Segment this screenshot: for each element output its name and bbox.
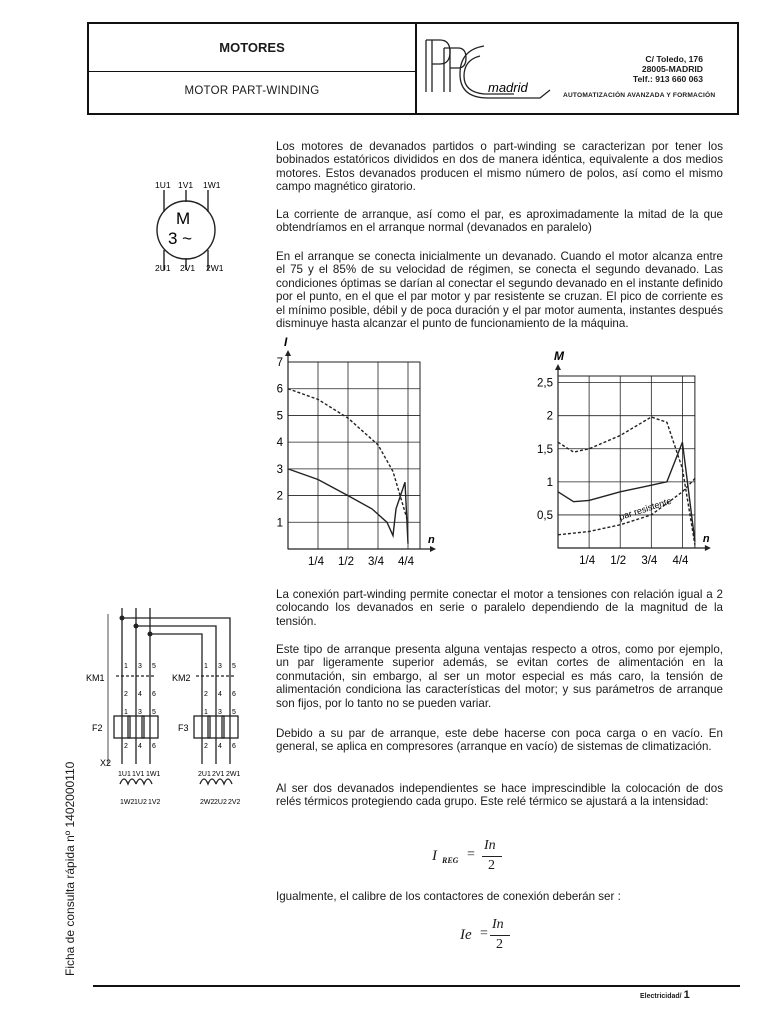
motor-terminal-2w1: 2W1 [206, 263, 224, 273]
x-tick-label: 3/4 [368, 556, 384, 568]
y-tick-label: 5 [276, 410, 283, 423]
y-tick-label: 2,5 [537, 377, 553, 390]
header-divider [415, 24, 417, 113]
f3-contact-1: 1 [204, 709, 208, 716]
x-axis-label: n [428, 534, 435, 546]
paragraph-intro: Los motores de devanados partidos o part-winding se caracterizan por tener los bobinados estatóricos divididos en dos de manera idéntica, equivalente a dos medios motores. Estos devanados producen el mismo número de polos, así como el mismo campo magnético giratorio. [276, 140, 723, 194]
motor-phase: 3 ~ [168, 229, 193, 248]
formula-ireg-lhs: I [432, 848, 437, 864]
phone-line: Telf.: 913 660 063 [632, 74, 703, 84]
f2-contact-2: 2 [124, 743, 128, 750]
x-axis-label: n [702, 533, 710, 545]
terminal-1v1: 1V1 [132, 771, 145, 778]
paragraph-connection: La conexión part-winding permite conectar el motor a tensiones con relación igual a 2 colocando los devanados en serie o paralelo dependiendo de la magnitud de la tensión. [276, 588, 723, 628]
chart-torque [532, 349, 710, 571]
km1-contact-1: 1 [124, 663, 128, 670]
km2-contact-1: 1 [204, 663, 208, 670]
f2-contact-6: 6 [152, 743, 156, 750]
terminal-2w1: 2W1 [226, 771, 241, 778]
terminal-1w1: 1W1 [146, 771, 161, 778]
f3-contact-6: 6 [232, 743, 236, 750]
x-tick-label: 3/4 [641, 555, 658, 567]
chart-current [262, 335, 435, 572]
x-axis-arrow [705, 545, 711, 551]
paragraph-advantages: Este tipo de arranque presenta alguna ventajas respecto a otros, como por ejemplo, un par ligeramente superior además, se evitan cortes de alimentación en la conmutación, sin embargo, al ser un motor especial es más caro, la tensión de alimentación condiciona las características del motor; y sus parámetros de arranque son fijos, por lo tanto no se pueden variar. [276, 643, 723, 710]
km2-contact-4: 4 [218, 691, 222, 698]
label-x2: X2 [100, 758, 112, 768]
f2-contact-4: 4 [138, 743, 142, 750]
address-line-2: 28005-MADRID [641, 64, 703, 74]
y-tick-label: 6 [276, 383, 283, 396]
plot-frame [288, 362, 420, 549]
paragraph-thermal-relay: Al ser dos devanados independientes se hace imprescindible la colocación de dos relés térmicos protegiendo cada grupo. Este relé térmico se ajustará a la intensidad: [276, 782, 723, 809]
km1-contact-2: 2 [124, 691, 128, 698]
motor-symbol [140, 172, 240, 287]
y-axis-arrow [555, 364, 561, 370]
formula-ie: Ie = In 2 [460, 917, 540, 959]
header-divider-horizontal [89, 71, 415, 72]
formula-ie-lhs: Ie [460, 927, 472, 943]
x-tick-label: 1/2 [338, 556, 354, 568]
f2-contact-3: 3 [138, 709, 142, 716]
x-tick-label: 4/4 [398, 556, 414, 568]
x-tick-label: 1/4 [308, 556, 324, 568]
label-km1: KM1 [86, 673, 105, 683]
side-reference-note: Ficha de consulta rápida nº 1402000110 [63, 761, 77, 976]
km2-contact-3: 3 [218, 663, 222, 670]
x-tick-label: 1/2 [610, 555, 627, 567]
f3-contact-4: 4 [218, 743, 222, 750]
footer-label: Electricidad/ [640, 993, 682, 1000]
y-tick-label: 2 [546, 410, 553, 423]
f3-contact-3: 3 [218, 709, 222, 716]
y-tick-label: 0,5 [537, 509, 553, 522]
formula-ie-num: In [492, 917, 504, 932]
footer [640, 989, 690, 1001]
paragraph-usage: Debido a su par de arranque, este debe hacerse con poca carga o en vacío. En general, se aplica en compresores (arranque en vacío) de sistemas de climatización. [276, 727, 723, 754]
km1-contact-5: 5 [152, 663, 156, 670]
f3-contact-2: 2 [204, 743, 208, 750]
formula-ireg: I REG = In 2 [432, 838, 532, 880]
chart-current-plot [277, 335, 436, 568]
terminal-2u2: 2U2 [214, 799, 227, 806]
footer-divider [93, 985, 740, 987]
y-tick-label: 1 [546, 476, 553, 489]
y-tick-label: 2 [276, 490, 283, 503]
y-tick-label: 4 [276, 437, 283, 450]
km1-contact-6: 6 [152, 691, 156, 698]
power-circuit-diagram [80, 604, 270, 809]
terminal-1u1: 1U1 [118, 771, 131, 778]
f2-contact-1: 1 [124, 709, 128, 716]
y-axis-label: I [284, 335, 288, 349]
terminal-1u2: 1U2 [134, 799, 147, 806]
paragraph-contactors: Igualmente, el calibre de los contactores de conexión deberán ser : [276, 890, 621, 903]
f3-contact-5: 5 [232, 709, 236, 716]
motor-terminal-1w1: 1W1 [203, 180, 221, 190]
y-tick-label: 1,5 [537, 443, 553, 456]
logo-text: madrid [488, 80, 528, 95]
chart-torque-plot [537, 349, 711, 567]
paragraph-starting-current: La corriente de arranque, así como el par, es aproximadamente la mitad de la que obtendríamos en el arranque normal (devanados en paralelo) [276, 208, 723, 235]
page-subtitle: MOTOR PART-WINDING [184, 85, 320, 97]
motor-letter: M [176, 209, 191, 228]
x-axis-arrow [430, 546, 436, 552]
km2-contact-6: 6 [232, 691, 236, 698]
terminal-2v1: 2V1 [212, 771, 225, 778]
motor-terminal-1u1: 1U1 [155, 180, 171, 190]
x-tick-label: 1/4 [579, 555, 596, 567]
annotation-label: par resistente [617, 495, 673, 523]
x-tick-label: 4/4 [672, 555, 689, 567]
page-number: 1 [683, 989, 690, 1001]
address-line-1: C/ Toledo, 176 [645, 54, 703, 64]
label-f2: F2 [92, 723, 103, 733]
series-line-2 [558, 442, 695, 541]
terminal-1w2: 1W2 [120, 799, 135, 806]
formula-ie-den: 2 [496, 937, 503, 952]
motor-terminal-1v1: 1V1 [178, 180, 194, 190]
terminal-2u1: 2U1 [198, 771, 211, 778]
motor-terminal-2u1: 2U1 [155, 263, 171, 273]
km2-contact-2: 2 [204, 691, 208, 698]
terminal-1v2: 1V2 [148, 799, 161, 806]
y-axis-label: M [554, 349, 564, 363]
series-line-3 [558, 479, 695, 535]
y-axis-arrow [285, 350, 291, 356]
label-km2: KM2 [172, 673, 191, 683]
formula-ireg-num: In [484, 838, 496, 853]
km2-contact-5: 5 [232, 663, 236, 670]
terminal-2w2: 2W2 [200, 799, 215, 806]
tagline: AUTOMATIZACIÓN AVANZADA Y FORMACIÓN [563, 92, 716, 99]
f2-contact-5: 5 [152, 709, 156, 716]
series-line-1 [558, 417, 695, 545]
formula-ireg-den: 2 [488, 858, 495, 873]
km1-contact-3: 3 [138, 663, 142, 670]
y-tick-label: 1 [276, 517, 283, 530]
label-f3: F3 [178, 723, 189, 733]
km1-contact-4: 4 [138, 691, 142, 698]
paragraph-starting-process: En el arranque se conecta inicialmente un devanado. Cuando el motor alcanza entre el 75 y el 85% de su velocidad de régimen, se conecta el segundo devanado. Las condiciones óptimas se darían al conectar el segundo devanado en el instante definido por el punto, en el que el par motor y par resistente se cruzan. El pico de corriente es el mínimo posible, débil y de poca duración y el par motor aumenta, instantes después disminuye hasta alcanzar el punto de funcionamiento de la máquina. [276, 250, 723, 331]
y-tick-label: 3 [276, 463, 283, 476]
formula-ireg-sub: REG [442, 856, 459, 865]
page-title: MOTORES [219, 40, 285, 55]
y-tick-label: 7 [276, 357, 283, 369]
motor-terminal-2v1: 2V1 [180, 263, 196, 273]
terminal-2v2: 2V2 [228, 799, 241, 806]
